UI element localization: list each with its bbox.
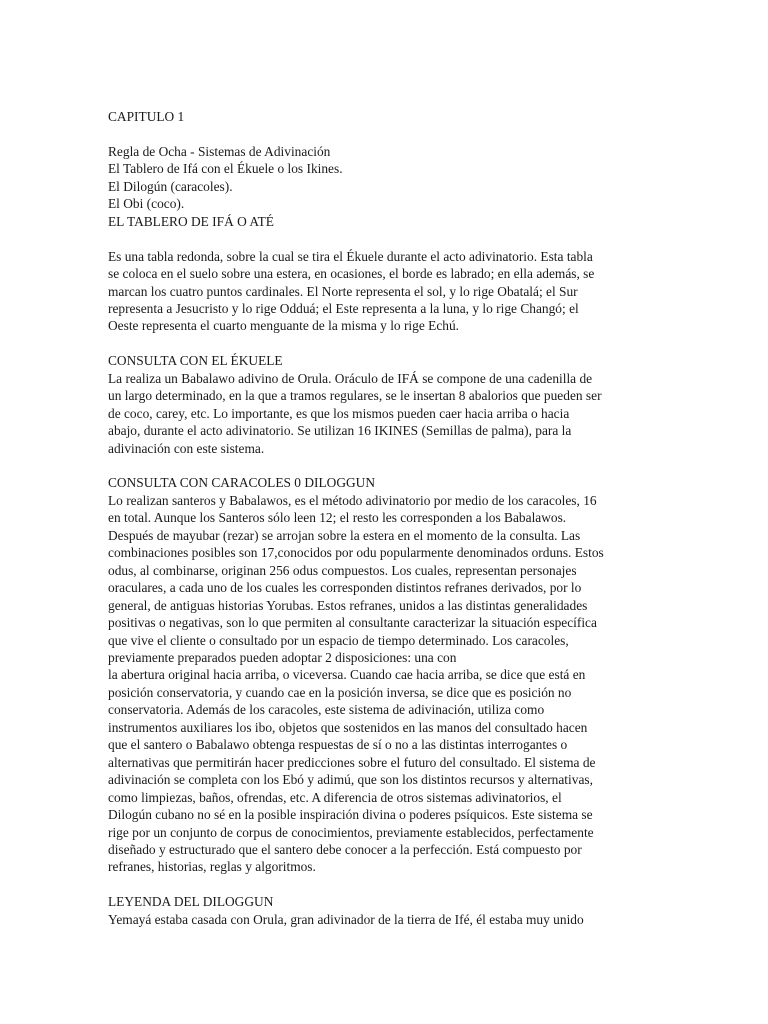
text-line: Después de mayubar (rezar) se arrojan sobre la estera en el momento de la consulta. Las (108, 527, 581, 543)
text-line: adivinación se completa con los Ebó y adimú, que son los distintos recursos y alternativas, (108, 772, 593, 788)
text-line: marcan los cuatro puntos cardinales. El Norte representa el sol, y lo rige Obatalá; el Sur (108, 283, 578, 299)
section-body (108, 911, 660, 928)
text-line: oraculares, a cada uno de los cuales les corresponden distintos refranes derivados, por lo (108, 580, 582, 596)
text-line: representa a Jesucristo y lo rige Odduá; el Este representa a la luna, y lo rige Changó; el (108, 300, 579, 316)
text-line: adivinación con este sistema. (108, 440, 265, 456)
text-line: que vive el cliente o consultado por un espacio de tiempo determinado. Los caracoles, (108, 632, 569, 648)
text-line: en total. Aunque los Santeros sólo leen 12; el resto les corresponden a los Babalawos. (108, 510, 567, 526)
spacer (108, 230, 660, 247)
text-line: abajo, durante el acto adivinatorio. Se utilizan 16 IKINES (Semillas de palma), para la (108, 423, 572, 439)
text-line: como limpiezas, baños, ofrendas, etc. A diferencia de otros sistemas adivinatorios, el (108, 789, 562, 805)
text-line: diseñado y estructurado que el santero debe conocer a la perfección. Está compuesto por (108, 841, 582, 857)
text-line: instrumentos auxiliares los ibo, objetos que sostenidos en las manos del consultado hacen (108, 719, 588, 735)
text-line: Dilogún cubano no sé en la posible inspiración divina o poderes psíquicos. Este sistema se (108, 807, 593, 823)
text-line: Lo realizan santeros y Babalawos, es el método adivinatorio por medio de los caracoles, 16 (108, 492, 597, 508)
spacer (108, 125, 660, 142)
chapter-title: CAPITULO 1 (108, 109, 185, 124)
text-line: odus, al combinarse, originan 256 odus compuestos. Los cuales, representan personajes (108, 562, 577, 578)
text-line: La realiza un Babalawo adivino de Orula. Oráculo de IFÁ se compone de una cadenilla de (108, 370, 593, 386)
toc-item: Regla de Ocha - Sistemas de Adivinación (108, 143, 331, 159)
text-line: posición conservatoria, y cuando cae en la posición inversa, se dice que es posición no (108, 684, 572, 700)
text-line: alternativas que permitirán hacer predicciones sobre el futuro del consultado. El sistema de (108, 754, 596, 770)
section-heading: CONSULTA CON EL ÉKUELE (108, 353, 283, 369)
section (108, 213, 660, 335)
section-body (108, 492, 660, 876)
text-line: que el santero o Babalawo obtenga respuestas de sí o no a las distintas interrogantes o (108, 737, 568, 753)
text-line: Es una tabla redonda, sobre la cual se tira el Ékuele durante el acto adivinatorio. Esta tabla (108, 248, 593, 264)
toc-item: El Obi (coco). (108, 196, 185, 212)
section-heading: CONSULTA CON CARACOLES 0 DILOGGUN (108, 475, 376, 491)
text-line: rige por un conjunto de corpus de conocimientos, previamente establecidos, perfectamente (108, 824, 594, 840)
text-line: la abertura original hacia arriba, o viceversa. Cuando cae hacia arriba, se dice que está en (108, 667, 586, 683)
section-body (108, 248, 660, 335)
text-line: combinaciones posibles son 17,conocidos por odu popularmente denominados orduns. Estos (108, 545, 604, 561)
spacer (108, 876, 660, 893)
table-of-contents (108, 143, 660, 213)
text-line: general, de antiguas historias Yorubas. Estos refranes, unidos a las distintas generalidades (108, 597, 588, 613)
toc-item: El Dilogún (caracoles). (108, 178, 233, 194)
section (108, 457, 660, 876)
spacer (108, 457, 660, 474)
toc-item: El Tablero de Ifá con el Ékuele o los Ikines. (108, 161, 343, 177)
spacer (108, 335, 660, 352)
text-line: se coloca en el suelo sobre una estera, en ocasiones, el borde es labrado; en ella además, se (108, 266, 595, 282)
text-line: previamente preparados pueden adoptar 2 disposiciones: una con (108, 649, 457, 665)
document-page (108, 108, 660, 928)
document-sections (108, 213, 660, 929)
text-line: Oeste representa el cuarto menguante de la misma y lo rige Echú. (108, 318, 459, 334)
section-body (108, 370, 660, 457)
text-line: de coco, carey, etc. Lo importante, es que los mismos pueden caer hacia arriba o hacia (108, 405, 570, 421)
section-heading: EL TABLERO DE IFÁ O ATÉ (108, 213, 274, 229)
section-heading: LEYENDA DEL DILOGGUN (108, 894, 274, 910)
text-line: Yemayá estaba casada con Orula, gran adivinador de la tierra de Ifé, él estaba muy unido (108, 911, 584, 927)
text-line: positivas o negativas, son lo que permiten al consultante caracterizar la situación específica (108, 615, 597, 631)
text-line: conservatoria. Además de los caracoles, este sistema de adivinación, utiliza como (108, 702, 545, 718)
text-line: refranes, historias, reglas y algoritmos. (108, 859, 316, 875)
section (108, 876, 660, 928)
section (108, 335, 660, 457)
text-line: un largo determinado, en la que a tramos regulares, se le insertan 8 abalorios que pueden ser (108, 388, 602, 404)
